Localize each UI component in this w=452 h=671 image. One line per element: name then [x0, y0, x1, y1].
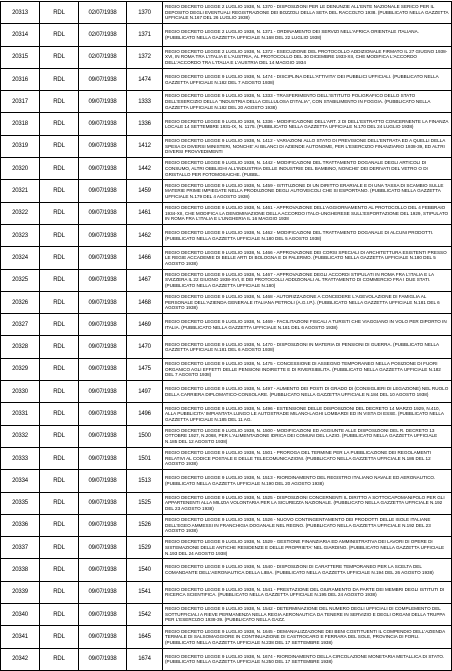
- record-number: 20335: [1, 492, 40, 514]
- record-date: 09/07/1938: [79, 180, 127, 202]
- record-number: 20327: [1, 314, 40, 336]
- record-date: 09/07/1938: [79, 291, 127, 313]
- record-type: RDL: [40, 626, 79, 648]
- record-type: RDL: [40, 336, 79, 358]
- record-date: 09/07/1938: [79, 648, 127, 670]
- record-type: RDL: [40, 381, 79, 403]
- record-type: RDL: [40, 447, 79, 469]
- table-row: [1, 314, 452, 336]
- record-code: 1541: [127, 581, 163, 603]
- table-row: [1, 46, 452, 68]
- legislation-table: [0, 1, 452, 671]
- record-number: 20340: [1, 604, 40, 626]
- record-date: 09/07/1938: [79, 425, 127, 447]
- record-type: RDL: [40, 224, 79, 246]
- record-date: 09/07/1938: [79, 158, 127, 180]
- record-number: 20330: [1, 381, 40, 403]
- record-type: RDL: [40, 492, 79, 514]
- table-row: [1, 604, 452, 626]
- record-number: 20333: [1, 447, 40, 469]
- record-number: 20314: [1, 24, 40, 46]
- record-type: RDL: [40, 158, 79, 180]
- record-code: 1540: [127, 559, 163, 581]
- record-date: 09/07/1938: [79, 381, 127, 403]
- record-date: 09/07/1938: [79, 113, 127, 135]
- table-row: [1, 158, 452, 180]
- record-date: 09/07/1938: [79, 559, 127, 581]
- record-date: 09/07/1938: [79, 537, 127, 559]
- record-code: 1468: [127, 291, 163, 313]
- record-number: 20338: [1, 559, 40, 581]
- record-number: 20319: [1, 135, 40, 157]
- record-date: 02/07/1938: [79, 24, 127, 46]
- record-description: REGIO DECRETO LEGGE 9 LUGLIO 1938, N. 1412 - VARIAZIONI ALLO STATO DI PREVISIONE DELL'ENTRATA ED A QUELLI DELLA SPESA DI DIVERSI MINISTERI, NONCHE' AI BILANCI DI AZIENDE AUTONOME, PER L'ESERCIZIO FINANZIARIO 1938-39, ED ALTRI DIVERSI PROVVEDIMENTI: [163, 135, 452, 157]
- record-description: REGIO DECRETO LEGGE 9 LUGLIO 1938, N. 1529 - GESTIONE FINANZIARIA ED AMMINISTRATIVA DEI LAVORI DI OPERE DI SISTEMAZIONE DELLE ANTICHE RESIDENZE E DELLE PROPRIETA' NEL GIARDINO. (PUBBLICATO NELLA GAZZETTA UFFICIALE N.193 DEL 24 AGOSTO 1938): [163, 537, 452, 559]
- record-code: 1497: [127, 381, 163, 403]
- record-type: RDL: [40, 648, 79, 670]
- record-number: 20321: [1, 180, 40, 202]
- record-number: 20328: [1, 336, 40, 358]
- table-row: [1, 537, 452, 559]
- table-row: [1, 447, 452, 469]
- record-description: REGIO DECRETO LEGGE 2 LUGLIO 1938, N. 1370 - DISPOSIZIONI PER LE DENUNZIE ALL'ENTE NAZIONALE SERICO PER IL DEPOSITO DEGLI EVENTUALI REGISTRAZIONE DEI BOZZOLI DELLA SETA DEL RACCOLTO 1938. (PUBBLICATO NELLA GAZZETTA UFFICIALE N.167 DEL 26 LUGLIO 1938): [163, 2, 452, 24]
- record-date: 09/07/1938: [79, 68, 127, 90]
- table-row: [1, 336, 452, 358]
- record-type: RDL: [40, 46, 79, 68]
- record-date: 09/07/1938: [79, 202, 127, 224]
- record-code: 1501: [127, 447, 163, 469]
- table-row: [1, 381, 452, 403]
- record-type: RDL: [40, 269, 79, 291]
- table-row: [1, 626, 452, 648]
- record-date: 09/07/1938: [79, 336, 127, 358]
- record-code: 1461: [127, 202, 163, 224]
- record-date: 09/07/1938: [79, 247, 127, 269]
- record-description: REGIO DECRETO LEGGE 9 LUGLIO 1938, N. 1469 - FACILITAZIONI FISCALI A TURISTI CHE VIAGGIANO IN VOLO PER DIPORTO IN ITALIA. (PUBBLICATO NELLA GAZZETTA UFFICIALE N.181 DEL 6 AGOSTO 1938): [163, 314, 452, 336]
- record-date: 09/07/1938: [79, 403, 127, 425]
- record-code: 1526: [127, 514, 163, 536]
- record-description: REGIO DECRETO LEGGE 9 LUGLIO 1938, N. 1674 - RIORDINAMENTO DELLA CIRCOLAZIONE MONETARIA METALLICA DI STATO. (PUBBLICATO NELLA GAZZETTA UFFICIALE N.250 DEL 17 SETTEMBRE 1938): [163, 648, 452, 670]
- table-row: [1, 135, 452, 157]
- table-row: [1, 425, 452, 447]
- record-number: 20324: [1, 247, 40, 269]
- record-date: 09/07/1938: [79, 514, 127, 536]
- record-type: RDL: [40, 470, 79, 492]
- record-number: 20323: [1, 224, 40, 246]
- record-code: 1372: [127, 46, 163, 68]
- record-date: 02/07/1938: [79, 46, 127, 68]
- table-row: [1, 24, 452, 46]
- record-code: 1674: [127, 648, 163, 670]
- record-code: 1462: [127, 224, 163, 246]
- record-description: REGIO DECRETO LEGGE 9 LUGLIO 1938, N. 1459 - ISTITUZIONE DI UN DIRITTO ERARIALE E DI UNA TASSA DI SCAMBIO SULLE MATERIE PRIME IMPIEGATE NELLA PRODUZIONE DEGLI AUTOVEICOLI CHE SI ESPORTANO. (PUBBLICATO NELLA GAZZETTA UFFICIALE N.179 DEL 4 AGOSTO 1938): [163, 180, 452, 202]
- record-type: RDL: [40, 113, 79, 135]
- record-code: 1459: [127, 180, 163, 202]
- record-code: 1371: [127, 24, 163, 46]
- record-description: REGIO DECRETO LEGGE 9 LUGLIO 1938, N. 1474 - DISCIPLINA DELL'ATTIVITA' DEI PUBBLICI UFFICIALI. (PUBBLICATO NELLA GAZZETTA UFFICIALE N.182 DEL 7 AGOSTO 1938): [163, 68, 452, 90]
- record-description: REGIO DECRETO LEGGE 9 LUGLIO 1938, N. 1333 - TRASFERIMENTO DELL'ISTITUTO POLIGRAFICO DELLO STATO DELL'ESERCIZIO DELLA "INDUSTRIA DELLA CELLULOSA D'ITALIA", CON STABILIMENTO IN FOGGIA. (PUBBLICATO NELLA GAZZETTA UFFICIALE N.182 DEL 20 AGOSTO 1938): [163, 91, 452, 113]
- record-description: REGIO DECRETO LEGGE 9 LUGLIO 1938, N. 1496 - ESTENSIONE DELLE DISPOSIZIONI DEL DECRETO 14 MARZO 1929, N.410, ALLA PUBBLICITA' IMPIANTATA LUNGO LE AUTOSTRADE MILANO-LAGHI LOMBARDI ED IN VISTA DI ESSE. (PUBBLICATO NELLA GAZZETTA UFFICIALE N.185 DEL 11 AG.: [163, 403, 452, 425]
- record-description: REGIO DECRETO LEGGE 9 LUGLIO 1938, N. 1462 - MODIFICAZIONI DEL TRATTAMENTO DOGANALE DI ALCUNI PRODOTTI. (PUBBLICATO NELLA GAZZETTA UFFICIALE N.180 DEL 5 AGOSTO 1938): [163, 224, 452, 246]
- record-description: REGIO DECRETO LEGGE 9 LUGLIO 1938, N. 1526 - NUOVO CONTINGENTAMENTO DEI PRODOTTI DELLE ISOLE ITALIANE DELL'EGEO AMMESSI IN FRANCHIGIA DOGANALE NEL REGNO. (PUBBLICATO NELLA GAZZETTA UFFICIALE N.192 DEL 23 AGOSTO 1938): [163, 514, 452, 536]
- table-row: [1, 470, 452, 492]
- record-code: 1336: [127, 113, 163, 135]
- record-description: REGIO DECRETO LEGGE 9 LUGLIO 1938, N. 1501 - PROROGA DEL TERMINE PER LA PUBBLICAZIONE DEI REGOLAMENTI RELATIVI AL CODICE POSTALE E DELLE TELECOMUNICAZIONI. (PUBBLICATO NELLA GAZZETTA UFFICIALE N.186 DEL 12 AGOSTO 1938): [163, 447, 452, 469]
- record-type: RDL: [40, 180, 79, 202]
- record-type: RDL: [40, 291, 79, 313]
- record-code: 1475: [127, 358, 163, 380]
- record-code: 1513: [127, 470, 163, 492]
- record-code: 1466: [127, 247, 163, 269]
- record-description: REGIO DECRETO LEGGE 9 LUGLIO 1938, N. 1541 - PRESTAZIONE DEL GIURAMENTO DA PARTE DEI MEMBRI DEGLI ISTITUTI DI RICERCA SCIENTIFICA. (PUBBLICATO NELLA GAZZETTA UFFICIALE N.195 DEL 24 AGOSTO 1938): [163, 581, 452, 603]
- table-row: [1, 514, 452, 536]
- record-code: 1412: [127, 135, 163, 157]
- record-date: 02/07/1938: [79, 2, 127, 24]
- table-row: [1, 358, 452, 380]
- table-row: [1, 247, 452, 269]
- table-row: [1, 559, 452, 581]
- record-date: 09/07/1938: [79, 358, 127, 380]
- record-code: 1542: [127, 604, 163, 626]
- record-date: 09/07/1938: [79, 135, 127, 157]
- record-code: 1474: [127, 68, 163, 90]
- record-number: 20329: [1, 358, 40, 380]
- record-number: 20331: [1, 403, 40, 425]
- record-type: RDL: [40, 314, 79, 336]
- table-row: [1, 648, 452, 670]
- record-type: RDL: [40, 403, 79, 425]
- record-code: 1469: [127, 314, 163, 336]
- record-description: REGIO DECRETO LEGGE 9 LUGLIO 1938, N. 1468 - AUTORIZZAZIONE A CONCEDERE L'AGEVOLAZIONE DI FAMIGLIA AL PERSONALE DELL'AZIENDA GENERALE ITALIANA PETROLI (A.G.I.P.). (PUBBLICATO NELLA GAZZETTA UFFICIALE N.181 DEL 6 AGOSTO 1938): [163, 291, 452, 313]
- record-date: 09/07/1938: [79, 224, 127, 246]
- record-number: 20315: [1, 46, 40, 68]
- record-date: 09/07/1938: [79, 91, 127, 113]
- table-row: [1, 224, 452, 246]
- record-description: REGIO DECRETO LEGGE 9 LUGLIO 1938, N. 1525 - DISPOSIZIONI CONCERNENTI IL DIRITTO A SOTTOCAPOMANIPOLO PER GLI APPARTENENTI ALLA MILIZIA VOLONTARIA PER LA SICUREZZA NAZIONALE. (PUBBLICATO NELLA GAZZETTA UFFICIALE N.192 DEL 23 AGOSTO 1938): [163, 492, 452, 514]
- record-code: 1467: [127, 269, 163, 291]
- record-date: 09/07/1938: [79, 604, 127, 626]
- record-number: 20337: [1, 537, 40, 559]
- record-description: REGIO DECRETO LEGGE 9 LUGLIO 1938, N. 1466 - APPROVAZIONE DEI CORSI SPECIALI DI ARCHITETTURA ESISTENTI PRESSO LE REGIE ACCADEMIE DI BELLE ARTI DI BOLOGNA E DI PALERMO. (PUBBLICATO NELLA GAZZETTA UFFICIALE N.180 DEL 5 AGOSTO 1938): [163, 247, 452, 269]
- record-type: RDL: [40, 604, 79, 626]
- record-description: REGIO DECRETO LEGGE 9 LUGLIO 1938, N. 1461 - APPROVAZIONE DELL'AGGIORNAMENTO AL PROTOCOLLO DEL 4 FEBBRAIO 1934-XII, CHE MODIFICA LA DENOMINAZIONE DELLA ACCORDO ITALO-UNGHERESE SULL'ESPORTAZIONE DEL 1929, STIPULATO IN ROMA FRA L'ITALIA E L'UNGHERIA IL 16 MAGGIO 1938: [163, 202, 452, 224]
- record-description: REGIO DECRETO LEGGE 9 LUGLIO 1938, N. 1336 - MODIFICAZIONE DELL'ART. 2 DI DELL'ESTRATTO CONCERNENTE LA FINANZA LOCALE 14 SETTEMBRE 1931-IX, N. 1175. (PUBBLICATO NELLA GAZZETTA UFFICIALE N.170 DEL 24 LUGLIO 1938): [163, 113, 452, 135]
- legislation-table-body: [1, 2, 452, 671]
- record-type: RDL: [40, 581, 79, 603]
- record-date: 09/07/1938: [79, 581, 127, 603]
- record-number: 20313: [1, 2, 40, 24]
- record-code: 1525: [127, 492, 163, 514]
- record-number: 20316: [1, 68, 40, 90]
- record-description: REGIO DECRETO LEGGE 9 LUGLIO 1938, N. 1442 - MODIFICAZIONI DEL TRATTAMENTO DOGANALE DEGLI ARTICOLI DI CONSUMO, ALTRI OBBLIGHI ALL'INDUSTRIA DELLE INDUSTRIE DEL BAMBINO, NONCHE' DEI DERIVATI DEL VETRO O DI GRISTALLO PER FOTOMOSAICHE. (PUBBL.: [163, 158, 452, 180]
- record-code: 1500: [127, 425, 163, 447]
- record-type: RDL: [40, 559, 79, 581]
- record-code: 1645: [127, 626, 163, 648]
- table-row: [1, 113, 452, 135]
- record-number: 20336: [1, 514, 40, 536]
- record-type: RDL: [40, 91, 79, 113]
- record-date: 09/07/1938: [79, 626, 127, 648]
- record-description: REGIO DECRETO LEGGE 2 LUGLIO 1938, N. 1371 - ORDINAMENTO DEI SERVIZI NELL'AFRICA ORIENTALE ITALIANA. (PUBBLICATO NELLA GAZZETTA UFFICIALE N.168 DEL 22 LUGLIO 1938): [163, 24, 452, 46]
- record-type: RDL: [40, 202, 79, 224]
- record-date: 09/07/1938: [79, 447, 127, 469]
- record-code: 1442: [127, 158, 163, 180]
- table-row: [1, 68, 452, 90]
- record-code: 1470: [127, 336, 163, 358]
- record-type: RDL: [40, 514, 79, 536]
- table-row: [1, 91, 452, 113]
- record-number: 20320: [1, 158, 40, 180]
- record-description: REGIO DECRETO LEGGE 2 LUGLIO 1938, N. 1372 - ESECUZIONE DEL PROTOCOLLO ADDIZIONALE FIRMATO IL 27 GIUGNO 1938-XVI, IN ROMA TRA L'ITALIA E L'AUSTRIA, AL PROTOCOLLO DEL 30 DICEMBRE 1933-XII, CHE MODIFICA L'ACCORDO DELL'ACCORDO TRA L'ITALIA E L'AUSTRIA DEL 14 MAGGIO 1934: [163, 46, 452, 68]
- record-description: REGIO DECRETO LEGGE 9 LUGLIO 1938, N. 1475 - CONCESSIONE DI ASSEGNO TEMPORANEO NELLA POSIZIONE DI FUORI ORGANICO AGLI EFFETTI DELLE PENSIONI INDIRETTE E DI RIVERSIBILITA. (PUBBLICATO NELLA GAZZETTA UFFICIALE N.182 DEL 7 AGOSTO 1938): [163, 358, 452, 380]
- record-description: REGIO DECRETO LEGGE 9 LUGLIO 1938, N. 1470 - DISPOSIZIONI IN MATERIA DI PENSIONI DI GUERRA. (PUBBLICATO NELLA GAZZETTA UFFICIALE N.181 DEL 6 AGOSTO 1938): [163, 336, 452, 358]
- record-number: 20318: [1, 113, 40, 135]
- record-description: REGIO DECRETO LEGGE 9 LUGLIO 1938, N. 1645 - DEMANIALIZZAZIONE DEI BENI COSTITUENTI IL COMPENDIO DELL'AZIENDA TERMALE DI SALSOMAGGIORE IN CONTINUAZIONE DI CASTROCARO E FERRARA DEL SOLE, PROVINCIA DI FORLI. (PUBBLICATO NELLA GAZZETTA UFFICIALE N.238 DEL 17 SETTEMBRE 1938): [163, 626, 452, 648]
- record-date: 09/07/1938: [79, 492, 127, 514]
- record-type: RDL: [40, 247, 79, 269]
- record-number: 20339: [1, 581, 40, 603]
- record-description: REGIO DECRETO LEGGE 9 LUGLIO 1938, N. 1497 - AUMENTO DEI POSTI DI GRADO DI (CONSIGLIERI DI LEGAZIONE) NEL RUOLO DELLA CARRIERA DIPLOMATICO-CONSOLARE. (PUBBLICATO NELLA GAZZETTA UFFICIALE N.184 DEL 10 AGOSTO 1938): [163, 381, 452, 403]
- record-description: REGIO DECRETO LEGGE 9 LUGLIO 1938, N. 1513 - RIORDINAMENTO DEL REGISTRO ITALIANO NAVALE ED AERONAUTICO. (PUBBLICATO NELLA GAZZETTA UFFICIALE N.190 DEL 20 AGOSTO 1938): [163, 470, 452, 492]
- record-type: RDL: [40, 24, 79, 46]
- record-number: 20334: [1, 470, 40, 492]
- record-date: 09/07/1938: [79, 470, 127, 492]
- table-row: [1, 202, 452, 224]
- record-code: 1496: [127, 403, 163, 425]
- record-number: 20325: [1, 269, 40, 291]
- record-type: RDL: [40, 68, 79, 90]
- record-code: 1529: [127, 537, 163, 559]
- record-description: REGIO DECRETO LEGGE 9 LUGLIO 1938, N. 1542 - DETERMINAZIONE DEL NUMERO DEGLI UFFICIALI DI COMPLEMENTO DEL SOTTUFFICIALI A RIEVE PERMANENZA NELLA REGIA AERONAUTICA DA TENERE IN SERVIZIO E DEGLI ORGANI DELLA TRUPPA PER L'ESERCIZIO 1938-39. (PUBBLICATO NELLA GAZZ.: [163, 604, 452, 626]
- table-row: [1, 291, 452, 313]
- record-number: 20342: [1, 648, 40, 670]
- record-date: 09/07/1938: [79, 314, 127, 336]
- record-number: 20332: [1, 425, 40, 447]
- record-type: RDL: [40, 358, 79, 380]
- record-type: RDL: [40, 2, 79, 24]
- record-type: RDL: [40, 537, 79, 559]
- record-description: REGIO DECRETO LEGGE 9 LUGLIO 1938, N. 1500 - MODIFICAZIONI ED AGGIUNTE ALLE DISPOSIZIONI DEL R. DECRETO 13 OTTOBRE 1927, N.2068, PER L'ALIMENTAZIONE IDRICA DEI COMUNI DEL LAZIO. (PUBBLICATO NELLA GAZZETTA UFFICIALE N.185 DEL 12 AGOSTO 1938): [163, 425, 452, 447]
- table-row: [1, 492, 452, 514]
- record-number: 20322: [1, 202, 40, 224]
- table-row: [1, 2, 452, 24]
- record-number: 20341: [1, 626, 40, 648]
- table-row: [1, 180, 452, 202]
- record-description: REGIO DECRETO LEGGE 9 LUGLIO 1938, N. 1540 - DISPOSIZIONI DI CARATTERE TEMPORANEO PER LA SCELTA DEL COMANDANTE DELL'AERONAUTICA DELLA LIBIA. (PUBBLICATO NELLA GAZZETTA UFFICIALE N.194 DEL 26 AGOSTO 1938): [163, 559, 452, 581]
- record-date: 09/07/1938: [79, 269, 127, 291]
- record-type: RDL: [40, 425, 79, 447]
- record-number: 20317: [1, 91, 40, 113]
- table-row: [1, 403, 452, 425]
- record-number: 20326: [1, 291, 40, 313]
- record-code: 1370: [127, 2, 163, 24]
- record-code: 1333: [127, 91, 163, 113]
- record-type: RDL: [40, 135, 79, 157]
- table-row: [1, 269, 452, 291]
- record-description: REGIO DECRETO LEGGE 9 LUGLIO 1938, N. 1467 - APPROVAZIONE DEGLI ACCORDI STIPULATI IN ROMA FRA L'ITALIA E LA SVIZZERA IL 22 GIUGNO 1938-XVI, E DEI PROTOCOLLI ADDIZIONALI AL TRATTAMENTO DI COMMERCIO FRA I DUE STATI. (PUBBLICATO NELLA GAZZETTA UFFICIALE N.180): [163, 269, 452, 291]
- table-row: [1, 581, 452, 603]
